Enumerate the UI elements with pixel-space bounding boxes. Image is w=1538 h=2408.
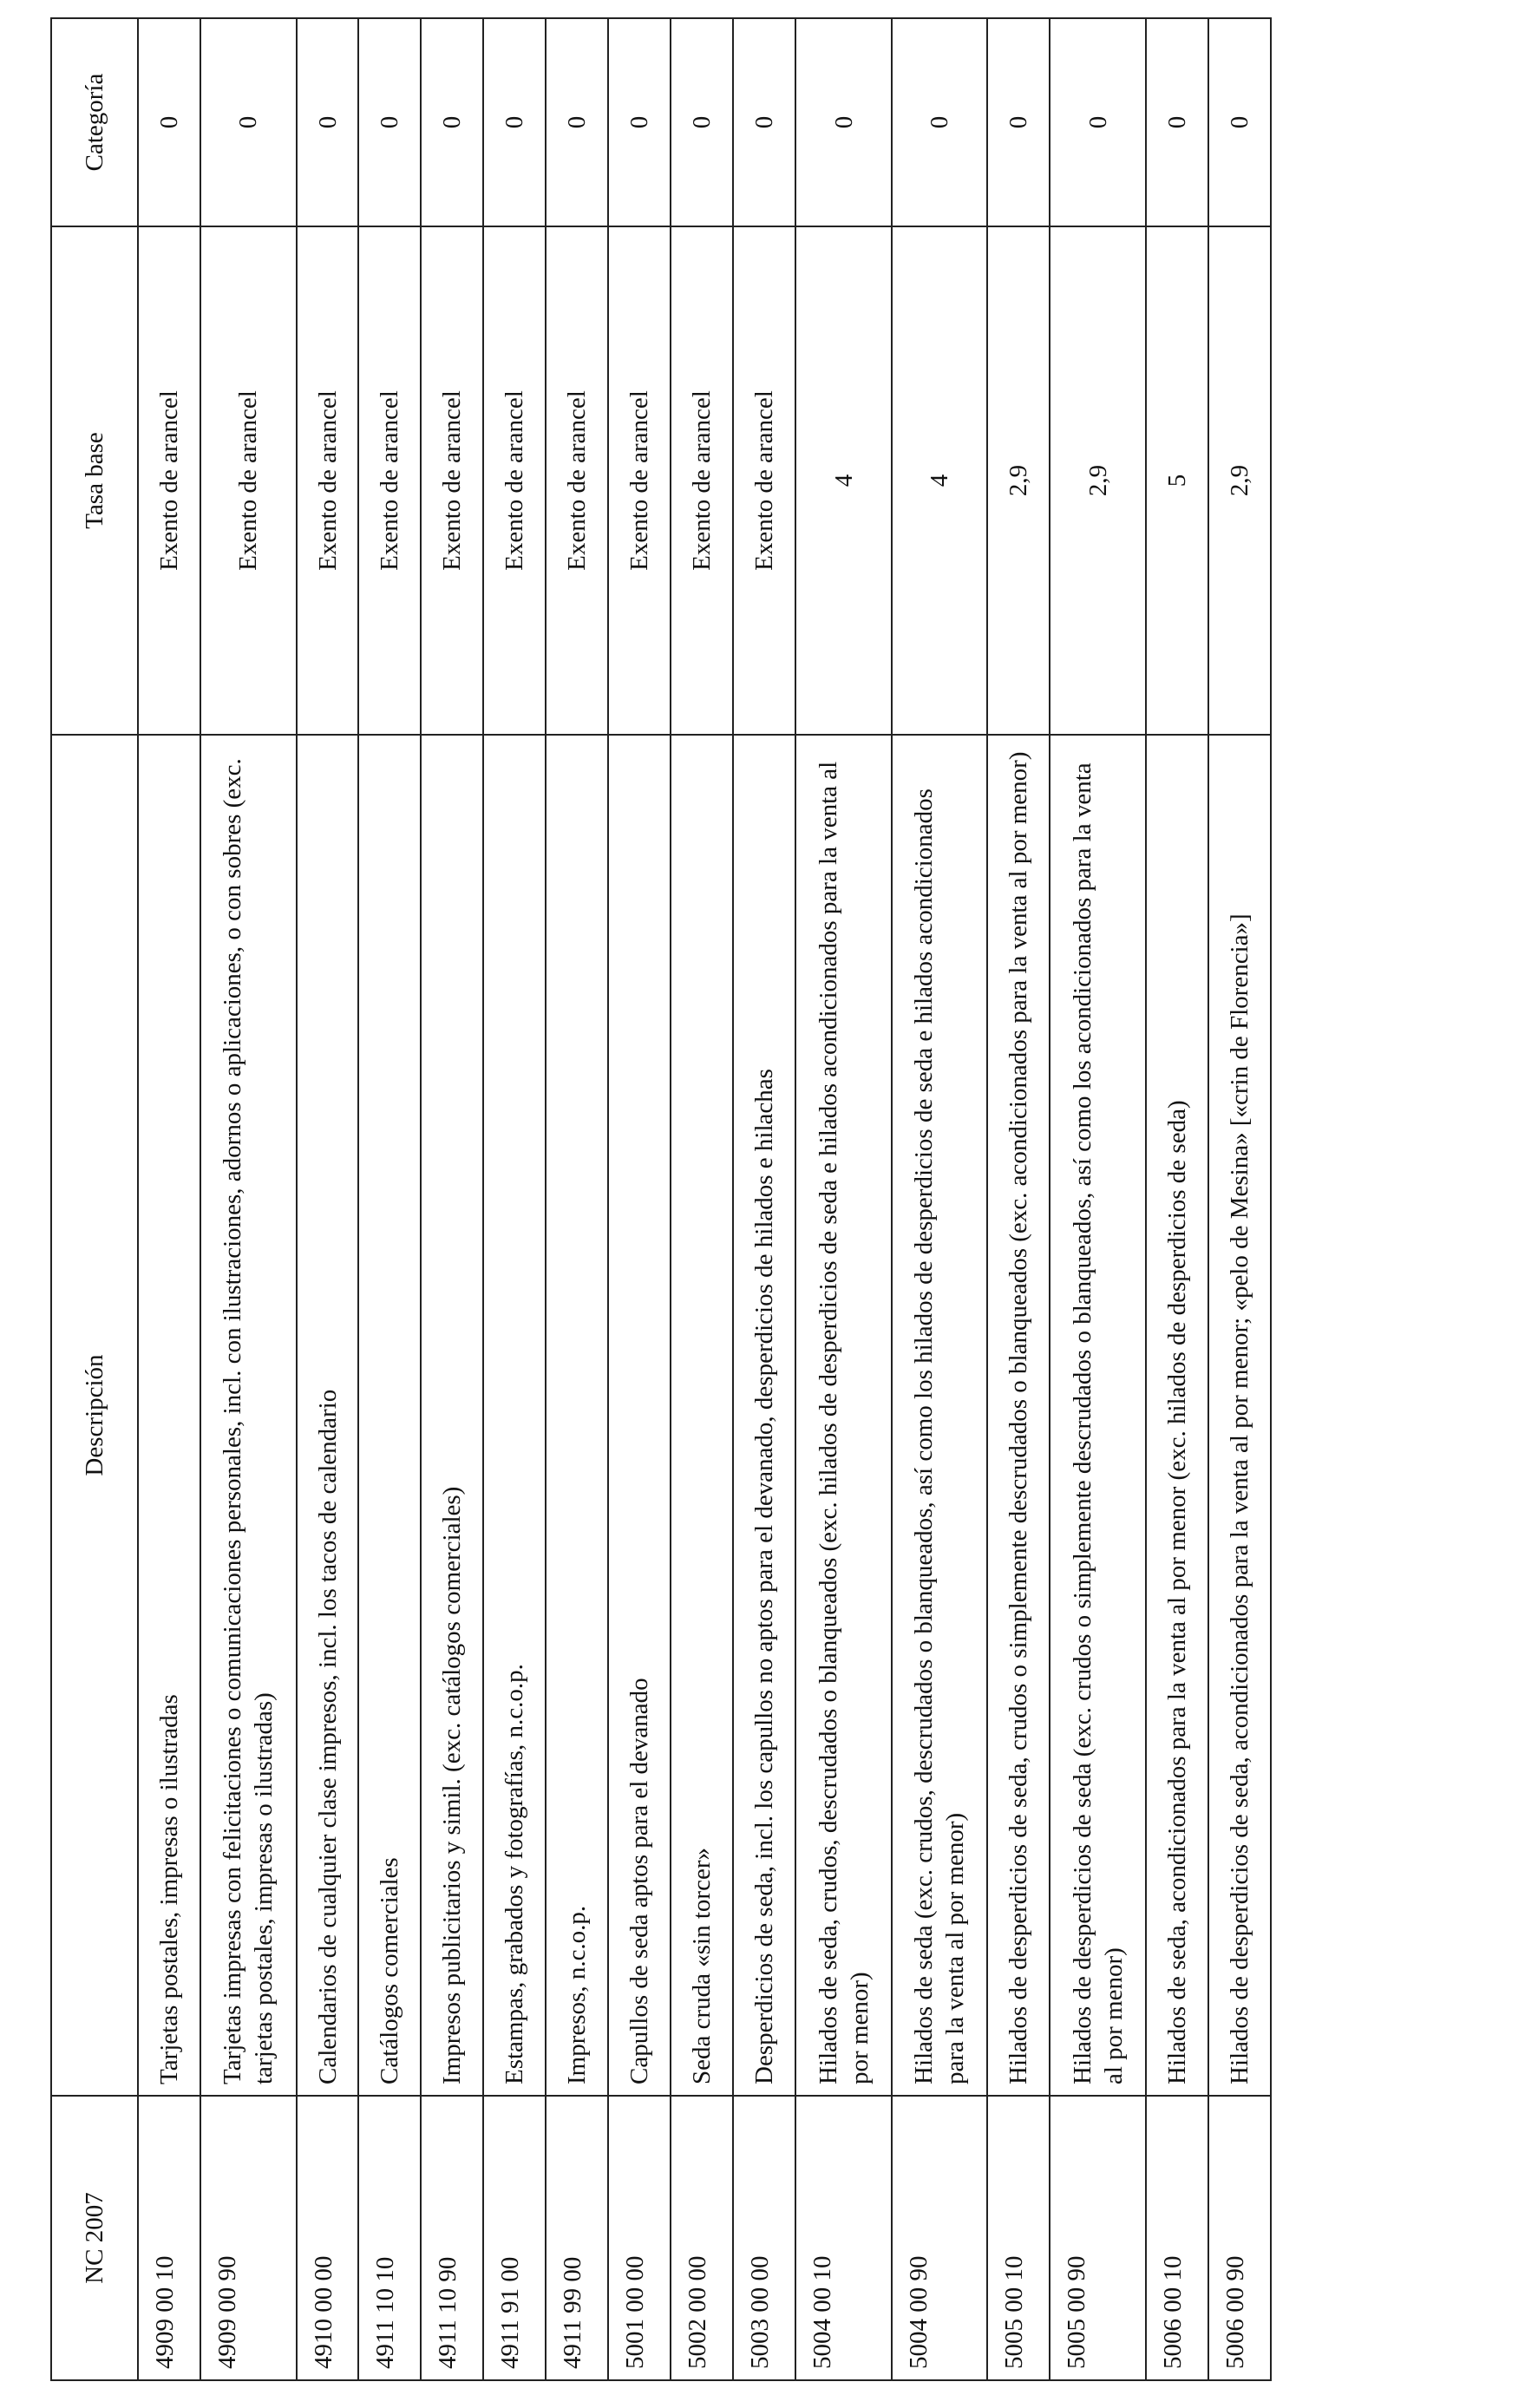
header-description: Descripción xyxy=(51,735,138,2096)
row-category: 0 xyxy=(200,18,297,226)
row-category: 0 xyxy=(1146,18,1208,226)
row-rate: 2,9 xyxy=(1050,226,1146,735)
row-rate: Exento de arancel xyxy=(358,226,421,735)
row-code: 5001 00 00 xyxy=(608,2096,671,2380)
row-code: 5005 00 90 xyxy=(1050,2096,1146,2380)
table-row xyxy=(608,18,671,2380)
row-rate: 2,9 xyxy=(987,226,1050,735)
row-description: Hilados de seda (exc. crudos, descrudados o blanqueados, así como los hilados de desperdicios de seda e hilados acondicionados para la venta al por menor) xyxy=(892,735,988,2096)
row-category: 0 xyxy=(297,18,359,226)
row-description: Hilados de desperdicios de seda, acondicionados para la venta al por menor; «pelo de Mesina» [«crin de Florencia»] xyxy=(1208,735,1271,2096)
row-category: 0 xyxy=(1208,18,1271,226)
table-row xyxy=(892,18,988,2380)
row-description: Impresos, n.c.o.p. xyxy=(546,735,608,2096)
row-description: Hilados de desperdicios de seda, crudos o simplemente descrudados o blanqueados (exc. acondicionados para la venta al por menor) xyxy=(987,735,1050,2096)
row-description: Catálogos comerciales xyxy=(358,735,421,2096)
header-row xyxy=(51,18,138,2380)
header-code: NC 2007 xyxy=(51,2096,138,2380)
row-code: 5006 00 90 xyxy=(1208,2096,1271,2380)
row-rate: Exento de arancel xyxy=(671,226,733,735)
row-code: 4911 10 10 xyxy=(358,2096,421,2380)
row-category: 0 xyxy=(987,18,1050,226)
row-description: Calendarios de cualquier clase impresos, incl. los tacos de calendario xyxy=(297,735,359,2096)
row-description: Hilados de desperdicios de seda (exc. crudos o simplemente descrudados o blanqueados, así como los acondicionados para la venta al por menor) xyxy=(1050,735,1146,2096)
row-description: Capullos de seda aptos para el devanado xyxy=(608,735,671,2096)
row-category: 0 xyxy=(546,18,608,226)
table-row xyxy=(546,18,608,2380)
row-description: Tarjetas postales, impresas o ilustradas xyxy=(138,735,200,2096)
table-row xyxy=(421,18,483,2380)
row-rate: 4 xyxy=(795,226,892,735)
table-row xyxy=(358,18,421,2380)
header-category: Categoría xyxy=(51,18,138,226)
row-code: 5003 00 00 xyxy=(733,2096,795,2380)
table-row xyxy=(297,18,359,2380)
row-rate: Exento de arancel xyxy=(733,226,795,735)
row-description: Estampas, grabados y fotografías, n.c.o.p. xyxy=(483,735,546,2096)
row-rate: Exento de arancel xyxy=(546,226,608,735)
row-description: Seda cruda «sin torcer» xyxy=(671,735,733,2096)
table-row xyxy=(200,18,297,2380)
table-row xyxy=(795,18,892,2380)
row-description: Impresos publicitarios y simil. (exc. catálogos comerciales) xyxy=(421,735,483,2096)
row-code: 5006 00 10 xyxy=(1146,2096,1208,2380)
header-rate: Tasa base xyxy=(51,226,138,735)
row-rate: Exento de arancel xyxy=(297,226,359,735)
row-description: Hilados de seda, acondicionados para la venta al por menor (exc. hilados de desperdicios de seda) xyxy=(1146,735,1208,2096)
row-code: 5005 00 10 xyxy=(987,2096,1050,2380)
row-category: 0 xyxy=(483,18,546,226)
row-rate: Exento de arancel xyxy=(483,226,546,735)
row-description: Tarjetas impresas con felicitaciones o comunicaciones personales, incl. con ilustraciones, adornos o aplicaciones, o con sobres (exc. tarjetas postales, impresas o ilustradas) xyxy=(200,735,297,2096)
row-rate: 4 xyxy=(892,226,988,735)
table-row xyxy=(138,18,200,2380)
row-code: 5002 00 00 xyxy=(671,2096,733,2380)
table-row xyxy=(483,18,546,2380)
row-rate: 2,9 xyxy=(1208,226,1271,735)
row-code: 4909 00 90 xyxy=(200,2096,297,2380)
row-description: Hilados de seda, crudos, descrudados o blanqueados (exc. hilados de desperdicios de seda e hilados acondicionados para la venta al por menor) xyxy=(795,735,892,2096)
row-rate: Exento de arancel xyxy=(200,226,297,735)
table-row xyxy=(1208,18,1271,2380)
row-rate: Exento de arancel xyxy=(138,226,200,735)
row-code: 5004 00 10 xyxy=(795,2096,892,2380)
row-category: 0 xyxy=(733,18,795,226)
row-rate: Exento de arancel xyxy=(421,226,483,735)
row-code: 4911 10 90 xyxy=(421,2096,483,2380)
row-code: 4909 00 10 xyxy=(138,2096,200,2380)
row-code: 5004 00 90 xyxy=(892,2096,988,2380)
table-body xyxy=(138,18,1271,2380)
row-category: 0 xyxy=(421,18,483,226)
table-row xyxy=(733,18,795,2380)
row-category: 0 xyxy=(358,18,421,226)
row-code: 4911 91 00 xyxy=(483,2096,546,2380)
rotated-page xyxy=(50,19,1272,2381)
table-row xyxy=(1050,18,1146,2380)
row-rate: 5 xyxy=(1146,226,1208,735)
row-code: 4911 99 00 xyxy=(546,2096,608,2380)
row-category: 0 xyxy=(671,18,733,226)
table-row xyxy=(671,18,733,2380)
table-row xyxy=(987,18,1050,2380)
row-code: 4910 00 00 xyxy=(297,2096,359,2380)
row-category: 0 xyxy=(795,18,892,226)
row-rate: Exento de arancel xyxy=(608,226,671,735)
tariff-table xyxy=(50,17,1272,2381)
row-category: 0 xyxy=(892,18,988,226)
table-row xyxy=(1146,18,1208,2380)
row-category: 0 xyxy=(138,18,200,226)
row-category: 0 xyxy=(608,18,671,226)
row-category: 0 xyxy=(1050,18,1146,226)
row-description: Desperdicios de seda, incl. los capullos no aptos para el devanado, desperdicios de hilados e hilachas xyxy=(733,735,795,2096)
